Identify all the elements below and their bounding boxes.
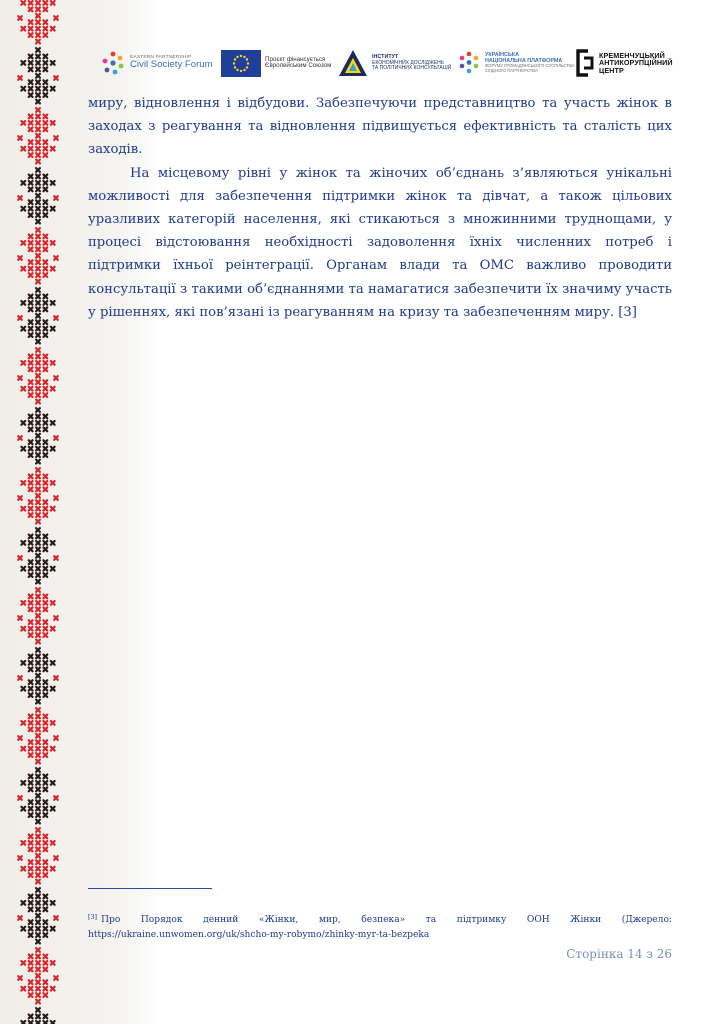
ief-text-line3: ТА ПОЛІТИЧНИХ КОНСУЛЬТАЦІЙ (372, 64, 452, 71)
footnote-separator (88, 888, 212, 889)
footnote (88, 910, 672, 943)
kac-text-line1: КРЕМЕНЧУЦЬКИЙ (599, 50, 665, 60)
ief-logo (338, 44, 451, 82)
header-logos (100, 44, 673, 82)
ief-triangle-icon (338, 49, 368, 77)
ief-text-line2: ЕКОНОМІЧНИХ ДОСЛІДЖЕНЬ (372, 59, 445, 66)
eu-text-line2: Європейським Союзом (265, 62, 332, 69)
csf-star-icon (100, 50, 126, 76)
unp-logo (457, 44, 575, 82)
paragraph-1: миру, відновлення і відбудови. Забезпечуючи представництво та участь жінок в заходах з реагування та відновлення підвищується ефективність та сталість цих заходів. (88, 96, 672, 158)
csf-small-text: EASTERN PARTNERSHIP (130, 55, 192, 61)
eap-csf-logo (100, 44, 213, 82)
unp-text-line2: НАЦІОНАЛЬНА ПЛАТФОРМА (485, 57, 563, 64)
footnote-text: Про Порядок денний «Жінки, мир, безпека» та підтримку ООН Жінки (Джерело: https://ukraine.unwomen.org/uk/shcho-my-robymo/zhinky-myr-ta-bezpeka (88, 915, 672, 940)
kac-text-line3: ЦЕНТР (599, 65, 624, 75)
ief-text-line1: ІНСТИТУТ (372, 53, 399, 60)
footnote-marker: [3] (88, 913, 98, 921)
unp-text-line4: СХІДНОГО ПАРТНЕРСТВА (485, 67, 538, 73)
kac-text-line2: АНТИКОРУПЦІЙНИЙ (599, 58, 673, 68)
main-text (88, 92, 672, 324)
page-number: Сторінка 14 з 26 (566, 947, 672, 961)
eu-logo (221, 44, 331, 82)
unp-text-line3: ФОРУМУ ГРОМАДЯНСЬКОГО СУСПІЛЬСТВА (485, 63, 575, 69)
eu-flag-icon (221, 50, 261, 77)
paragraph-2: На місцевому рівні у жінок та жіночих об’єднань з’являються унікальні можливості для забезпечення підтримки жінок та дівчат, а також цільових уразливих категорій населення, які стикаються з множинними труднощами, у процесі відстоювання необхідності задоволення їхніх численних потреб і підтримки їхньої реінтеграції. Органам влади та ОМС важливо проводити консультації з такими об’єднаннями та намагатися забезпечити їх значиму участь у рішеннях, які пов’язані із реагуванням на кризу та забезпеченням миру. [3] (88, 165, 672, 320)
eu-text-line1: Проєкт фінансується (265, 55, 326, 63)
unp-star-icon (457, 50, 481, 76)
kac-bracket-icon (574, 49, 596, 77)
csf-big-text: Civil Society Forum (130, 59, 213, 71)
kac-logo (574, 44, 673, 82)
unp-text-line1: УКРАЇНСЬКА (485, 51, 519, 58)
